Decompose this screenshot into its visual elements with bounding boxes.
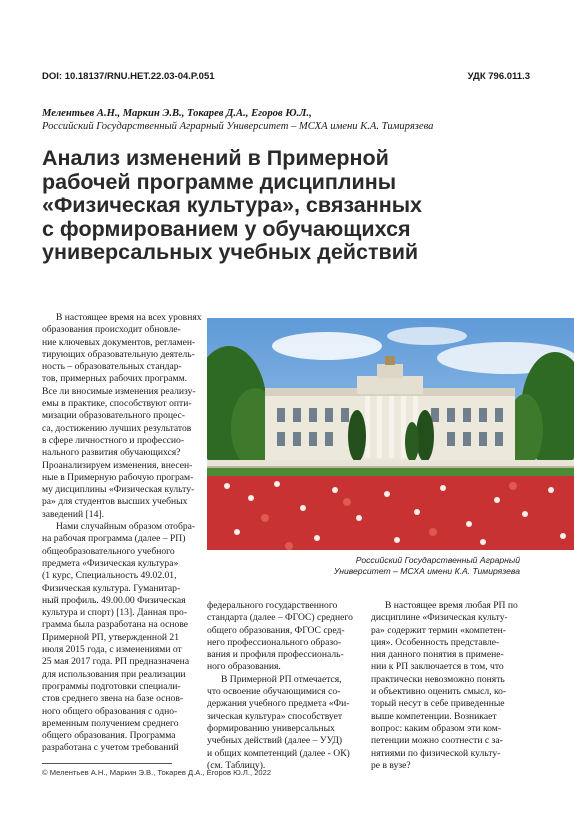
text-line: нального развития обучающихся?: [42, 447, 181, 459]
text-line: 25 мая 2017 года. РП предназначена: [42, 656, 190, 668]
text-line: дисциплине «Физическая культу-: [371, 612, 508, 624]
text-line: вания и профиля профессиональ-: [207, 649, 344, 661]
title-line: Анализ изменений в Примерной: [42, 146, 389, 170]
text-line: что освоение обучающимися со-: [207, 686, 341, 698]
text-line: культура и спорт) [13]. Данная про-: [42, 607, 188, 619]
author-affiliation: Российский Государственный Аграрный Университет – МСХА имени К.А. Тимирязева: [42, 121, 434, 132]
text-line: ние ключевых документов, регламен-: [42, 336, 196, 348]
text-line: общего образования. Программа: [42, 730, 176, 742]
photo-caption: [320, 555, 520, 577]
text-line: ре в вузе?: [371, 759, 411, 771]
text-line: ного образования.: [207, 661, 281, 673]
text-line: заведений [14].: [42, 508, 104, 520]
text-line: стов среднего звена на базе основ-: [42, 693, 184, 705]
author-names: Мелентьев А.Н., Маркин Э.В., Токарев Д.А., Егоров Ю.Л.,: [42, 108, 312, 119]
footer-divider: [42, 763, 172, 764]
text-line: грамма была разработана на основе: [42, 619, 189, 631]
text-line: держания учебного предмета «Фи-: [207, 698, 350, 710]
text-line: ра» для студентов высших учебных: [42, 496, 188, 508]
text-line: ный профиль. 49.00.00 Физическая: [42, 594, 186, 606]
text-line: в сфере личностного и профессио-: [42, 434, 185, 446]
text-line: Физическая культура. Гуманитар-: [42, 582, 181, 594]
title-line: «Физическая культура», связанных: [42, 193, 423, 217]
text-line: вопрос: каким образом эти ком-: [371, 722, 502, 734]
caption-line: Университет – МСХА имени К.А. Тимирязева: [333, 566, 520, 576]
text-line: и общих компетенций (далее - ОК): [207, 747, 350, 759]
text-line: временным получением среднего: [42, 717, 179, 729]
text-line: нятиями по физической культу-: [371, 747, 501, 759]
text-line: му дисциплины «Физическая культу-: [42, 484, 195, 496]
text-line: образования происходит обновле-: [42, 324, 181, 336]
text-line: торый несут в себе приведенные: [371, 698, 505, 710]
university-photo: [207, 318, 574, 550]
text-line: емы в практике, способствуют опти-: [42, 398, 192, 410]
text-line: (1 курс, Специальность 49.02.01,: [42, 570, 177, 582]
text-line: формированию универсальных: [207, 722, 335, 734]
text-line: петенции можно соотнести с за-: [371, 735, 503, 747]
text-line: стандарта (далее – ФГОС) среднего: [207, 612, 353, 624]
text-line: на рабочая программа (далее – РП): [42, 533, 186, 545]
text-line: ция». Особенность представле-: [371, 636, 500, 648]
text-line: В Примерной РП отмечается,: [221, 673, 342, 685]
text-line: ность – образовательных стандар-: [42, 361, 182, 373]
text-line: ного общего образования с одно-: [42, 705, 178, 717]
text-line: ные в Примерную рабочую програм-: [42, 471, 194, 483]
text-line: (см. Таблицу).: [207, 759, 266, 771]
text-line: июля 2015 года, с изменениями от: [42, 644, 182, 656]
text-line: и объективно оценить смысл, ко-: [371, 686, 507, 698]
text-line: программы подготовки специали-: [42, 680, 181, 692]
text-line: мизации образовательного процес-: [42, 410, 185, 422]
text-line: Нами случайным образом отобра-: [56, 521, 196, 533]
university-building-illustration: [207, 318, 574, 550]
text-line: для использования при реализации: [42, 668, 186, 680]
text-line: общеобразовательного учебного: [42, 545, 175, 557]
text-line: Примерной РП, утвержденной 21: [42, 631, 179, 643]
text-line: практически невозможно понять: [371, 673, 505, 685]
text-line: него профессионального образо-: [207, 636, 342, 648]
text-line: учебных действий (далее – УУД): [207, 735, 343, 747]
caption-line: Российский Государственный Аграрный: [355, 555, 520, 565]
text-line: разработана с учетом требований: [42, 742, 179, 754]
body-column-2: [207, 600, 364, 772]
text-line: В настоящее время любая РП по: [385, 600, 518, 611]
text-line: тов, примерных рабочих программ.: [42, 373, 188, 385]
copyright-notice: © Мелентьев А.Н., Маркин Э.В., Токарев Д.А., Егоров Ю.Л., 2022: [42, 768, 272, 777]
title-line: универсальных учебных действий: [42, 240, 419, 264]
udk-label: УДК 796.011.3: [467, 71, 530, 82]
text-line: нии к РП заключается в том, что: [371, 661, 504, 673]
text-line: ния данного понятия в примене-: [371, 649, 504, 661]
article-title: [42, 147, 542, 265]
text-line: выше компетенции. Возникает: [371, 710, 497, 722]
text-line: зическая культура» способствует: [207, 710, 343, 722]
body-column-3: [371, 600, 531, 772]
text-line: федерального государственного: [207, 600, 338, 611]
title-line: с формированием у обучающихся: [42, 216, 411, 241]
text-line: общего образования, ФГОС сред-: [207, 624, 345, 636]
text-line: Проанализируем изменения, внесен-: [42, 459, 193, 471]
title-line: рабочей программе дисциплины: [42, 169, 397, 194]
text-line: предмета «Физическая культура»: [42, 557, 179, 569]
text-line: В настоящее время на всех уровнях: [56, 312, 202, 323]
authors-block: [42, 107, 532, 133]
doi-label: DOI: 10.18137/RNU.HET.22.03-04.P.051: [42, 71, 215, 82]
text-line: Все ли вносимые изменения реализу-: [42, 385, 196, 397]
body-column-1: [42, 312, 202, 755]
text-line: са, достижению лучших результатов: [42, 422, 192, 434]
text-line: ра» содержит термин «компетен-: [371, 624, 506, 636]
text-line: тирующих образовательную деятель-: [42, 348, 195, 360]
